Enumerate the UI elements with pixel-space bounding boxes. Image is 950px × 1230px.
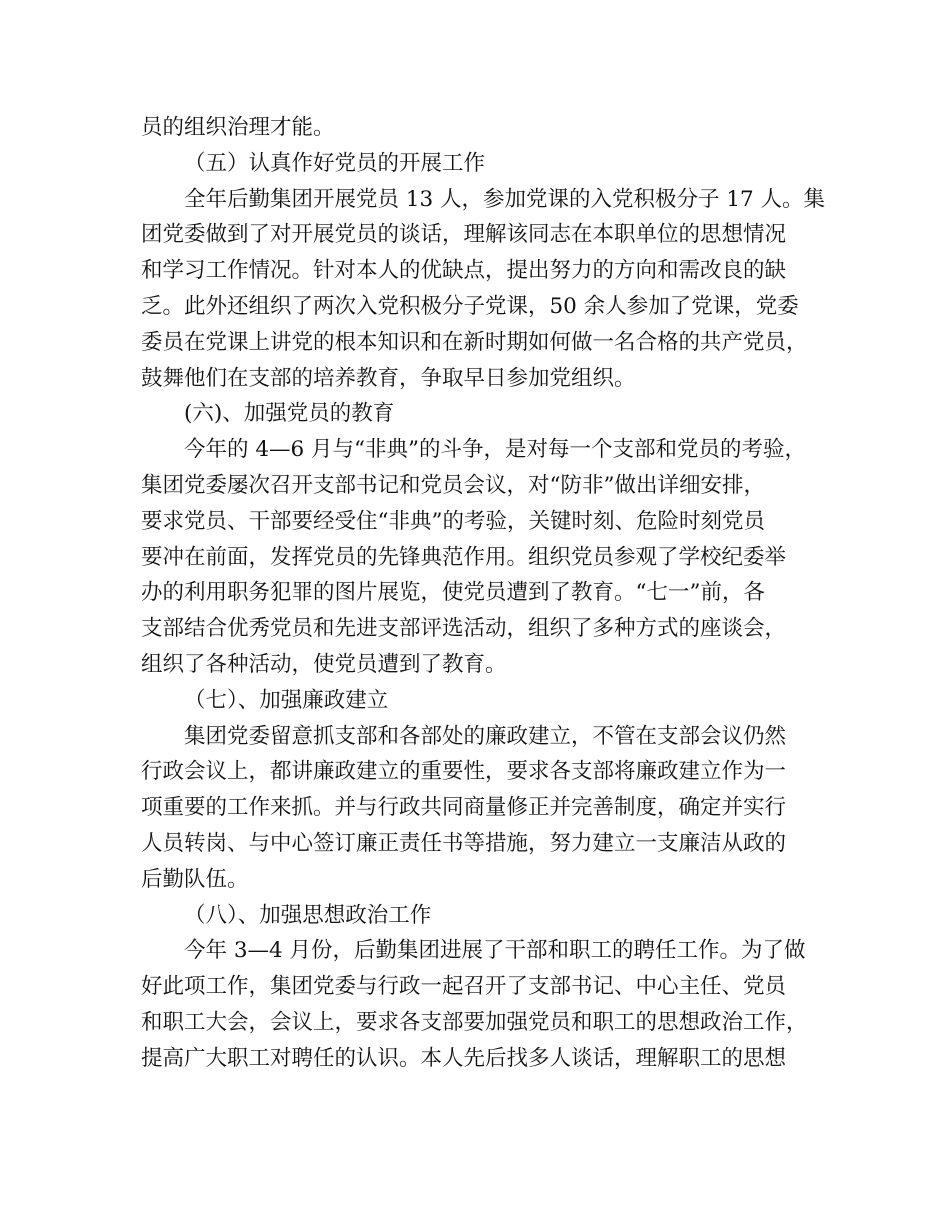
body-line: 鼓舞他们在支部的培养教育，争取早日参加党组织。 bbox=[141, 365, 636, 391]
section-heading-8: （八）、加强思想政治工作 bbox=[184, 902, 432, 928]
section-heading-5: （五）认真作好党员的开展工作 bbox=[184, 150, 486, 176]
body-line: 员的组织治理才能。 bbox=[141, 115, 335, 140]
body-line: 集团党委屡次召开支部书记和党员会议，对“防非”做出详细安排， bbox=[141, 472, 765, 498]
paragraph-line: 全年后勤集团开展党员 13 人，参加党课的入党积极分子 17 人。集 bbox=[184, 186, 826, 212]
body-line: 团党委做到了对开展党员的谈话，理解该同志在本职单位的思想情况 bbox=[141, 222, 787, 248]
body-line: 人员转岗、与中心签订廉正责任书等措施，努力建立一支廉洁从政的 bbox=[141, 830, 787, 856]
section-heading-7: （七）、加强廉政建立 bbox=[184, 687, 389, 713]
body-line: 后勤队伍。 bbox=[141, 866, 249, 892]
body-line: 和职工大会，会议上，要求各支部要加强党员和职工的思想政治工作， bbox=[141, 1009, 808, 1035]
body-line: 行政会议上，都讲廉政建立的重要性，要求各支部将廉政建立作为一 bbox=[141, 759, 787, 785]
body-line: 乏。此外还组织了两次入党积极分子党课，50 余人参加了党课，党委 bbox=[141, 293, 799, 319]
body-line: 组织了各种活动，使党员遭到了教育。 bbox=[141, 651, 507, 677]
body-line: 要冲在前面，发挥党员的先锋典范作用。组织党员参观了学校纪委举 bbox=[141, 544, 787, 570]
body-line: 好此项工作，集团党委与行政一起召开了支部书记、中心主任、党员 bbox=[141, 974, 787, 1000]
body-line: 支部结合优秀党员和先进支部评选活动，组织了多种方式的座谈会， bbox=[141, 616, 787, 642]
body-line: 项重要的工作来抓。并与行政共同商量修正并完善制度，确定并实行 bbox=[141, 795, 787, 821]
body-line: 提高广大职工对聘任的认识。本人先后找多人谈话，理解职工的思想 bbox=[141, 1045, 787, 1071]
body-line: 要求党员、干部要经受住“非典”的考验，关键时刻、危险时刻党员 bbox=[141, 508, 765, 534]
section-heading-6: (六)、加强党员的教育 bbox=[184, 401, 395, 427]
body-line: 和学习工作情况。针对本人的优缺点，提出努力的方向和需改良的缺 bbox=[141, 258, 787, 284]
paragraph-line: 集团党委留意抓支部和各部处的廉政建立，不管在支部会议仍然 bbox=[184, 723, 787, 749]
paragraph-line: 今年的 4—6 月与“非典”的斗争，是对每一个支部和党员的考验， bbox=[184, 437, 807, 463]
body-line: 委员在党课上讲党的根本知识和在新时期如何做一名合格的共产党员， bbox=[141, 329, 808, 355]
document-body bbox=[141, 110, 826, 1077]
paragraph-line: 今年 3—4 月份，后勤集团进展了干部和职工的聘任工作。为了做 bbox=[184, 938, 806, 964]
body-line: 办的利用职务犯罪的图片展览，使党员遭到了教育。“七一”前，各 bbox=[141, 580, 765, 606]
